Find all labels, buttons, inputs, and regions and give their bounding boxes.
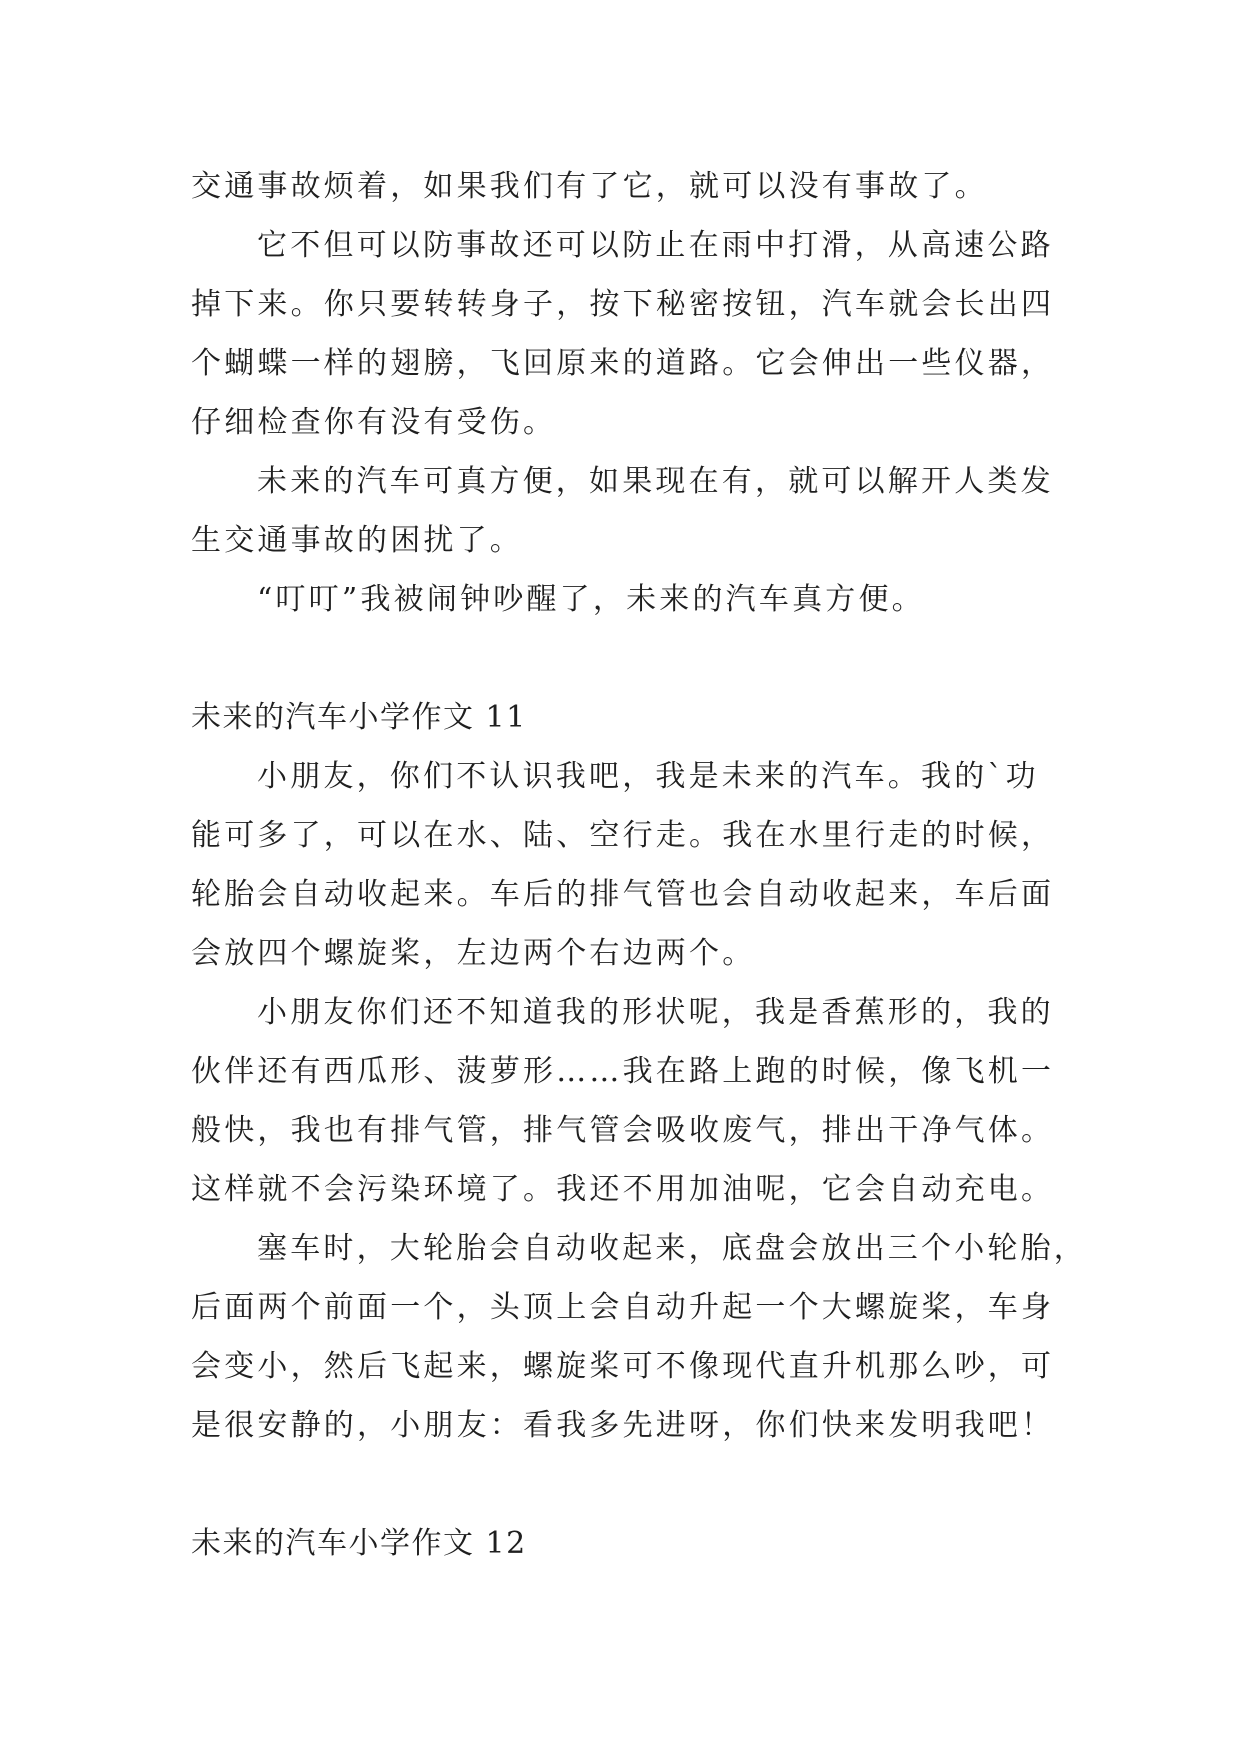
text-line: 未来的汽车可真方便，如果现在有，就可以解开人类发 — [257, 464, 1054, 499]
text-line: 是很安静的，小朋友：看我多先进呀，你们快来发明我吧！ — [191, 1408, 1055, 1443]
blank-line — [191, 1455, 1091, 1514]
paragraph — [191, 747, 1091, 983]
paragraph — [191, 983, 1091, 1219]
text-line: 般快，我也有排气管，排气管会吸收废气，排出干净气体。 — [191, 1113, 1055, 1148]
text-line: 会变小，然后飞起来，螺旋桨可不像现代直升机那么吵，可 — [191, 1349, 1055, 1384]
text-line: 生交通事故的困扰了。 — [191, 523, 523, 558]
paragraph — [191, 216, 1091, 452]
text-line: 塞车时，大轮胎会自动收起来，底盘会放出三个小轮胎， — [257, 1231, 1087, 1266]
document-page — [191, 157, 1091, 1573]
text-line: 伙伴还有西瓜形、菠萝形……我在路上跑的时候，像飞机一 — [191, 1054, 1055, 1089]
text-line: 这样就不会污染环境了。我还不用加油呢，它会自动充电。 — [191, 1172, 1055, 1207]
text-line: 个蝴蝶一样的翅膀，飞回原来的道路。它会伸出一些仪器， — [191, 346, 1055, 381]
essay-title: 未来的汽车小学作文 11 — [191, 700, 527, 735]
paragraph — [191, 1219, 1091, 1455]
text-line: 能可多了，可以在水、陆、空行走。我在水里行走的时候， — [191, 818, 1055, 853]
text-line: 后面两个前面一个，头顶上会自动升起一个大螺旋桨，车身 — [191, 1290, 1055, 1325]
text-line: 掉下来。你只要转转身子，按下秘密按钮，汽车就会长出四 — [191, 287, 1055, 322]
text-line: 轮胎会自动收起来。车后的排气管也会自动收起来，车后面 — [191, 877, 1055, 912]
paragraph — [191, 452, 1091, 570]
text-line: 交通事故烦着，如果我们有了它，就可以没有事故了。 — [191, 169, 988, 204]
text-line: 仔细检查你有没有受伤。 — [191, 405, 557, 440]
text-line: 会放四个螺旋桨，左边两个右边两个。 — [191, 936, 756, 971]
text-line: “叮叮”我被闹钟吵醒了，未来的汽车真方便。 — [257, 582, 925, 617]
essay-title: 未来的汽车小学作文 12 — [191, 1526, 527, 1561]
text-line: 它不但可以防事故还可以防止在雨中打滑，从高速公路 — [257, 228, 1054, 263]
paragraph — [191, 570, 1091, 629]
paragraph — [191, 157, 1091, 216]
blank-line — [191, 629, 1091, 688]
text-line: 小朋友你们还不知道我的形状呢，我是香蕉形的，我的 — [257, 995, 1054, 1030]
text-line: 小朋友，你们不认识我吧，我是未来的汽车。我的`功 — [257, 759, 1039, 794]
